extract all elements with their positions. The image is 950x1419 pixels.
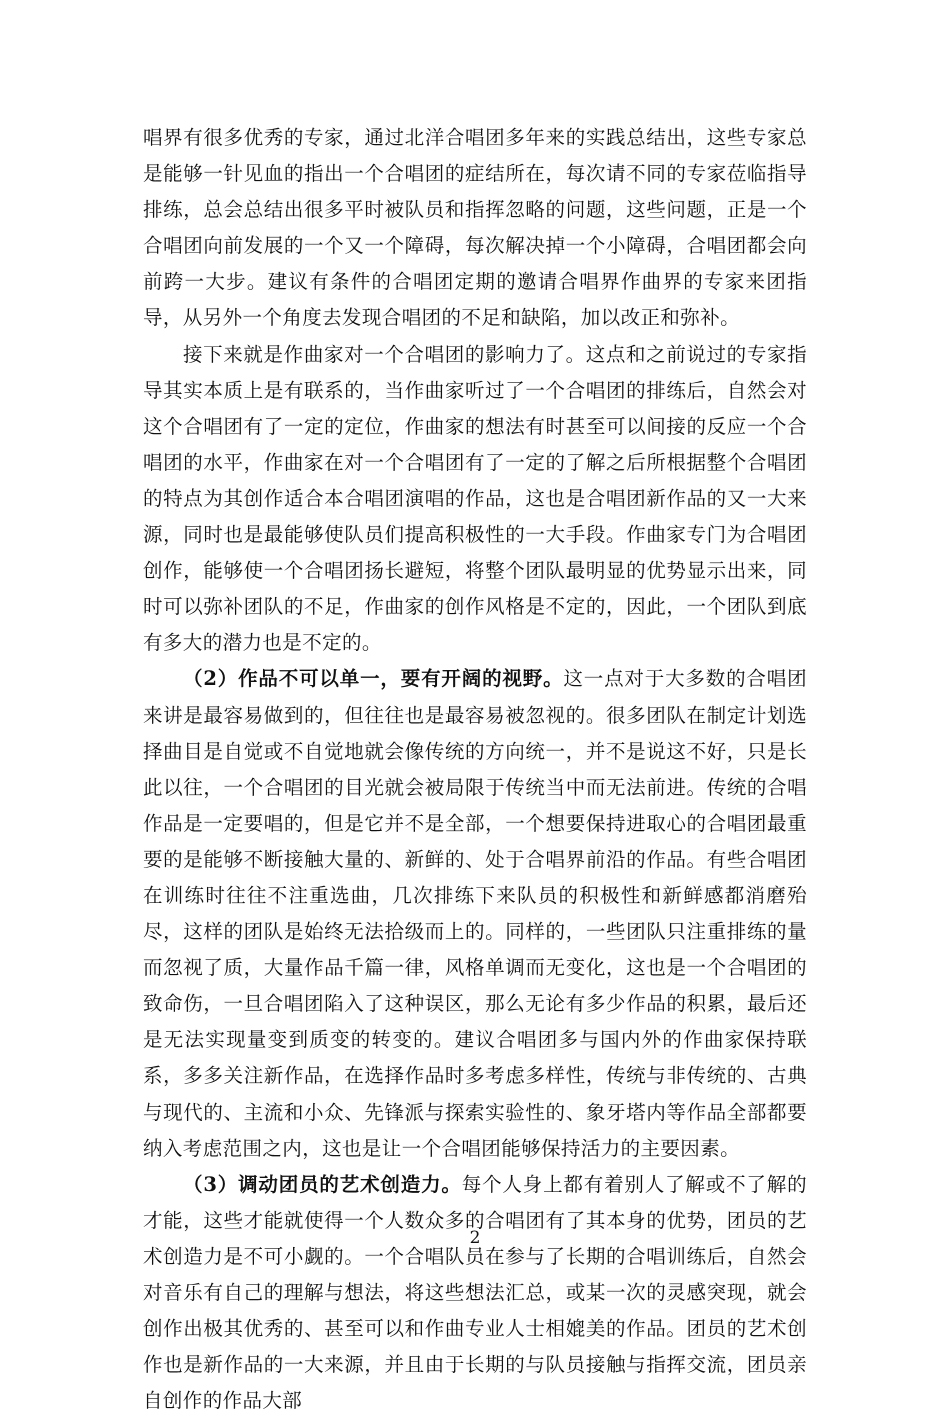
- section-heading: （2）作品不可以单一，要有开阔的视野。: [183, 667, 564, 691]
- paragraph-text: 每个人身上都有着别人了解或不了解的才能，这些才能就使得一个人数众多的合唱团有了其本身的优势，团员的艺术创造力是不可小觑的。一个合唱队员在参与了长期的合唱训练后，自然会对音乐有自己的理解与想法，将这些想法汇总，或某一次的灵感突现，就会创作出极其优秀的、甚至可以和作曲专业人士相媲美的作品。团员的艺术创作也是新作品的一大来源，并且由于长期的与队员接触与指挥交流，团员亲自创作的作品大部: [143, 1172, 807, 1413]
- page-number: 2: [469, 1228, 481, 1248]
- paragraph-composer-influence: [143, 337, 807, 662]
- paragraph-text: 唱界有很多优秀的专家，通过北洋合唱团多年来的实践总结出，这些专家总是能够一针见血的指出一个合唱团的症结所在，每次请不同的专家莅临指导排练，总会总结出很多平时被队员和指挥忽略的问题，这些问题，正是一个合唱团向前发展的一个又一个障碍，每次解决掉一个小障碍，合唱团都会向前跨一大步。建议有条件的合唱团定期的邀请合唱界作曲界的专家来团指导，从另外一个角度去发现合唱团的不足和缺陷，加以改正和弥补。: [143, 126, 807, 330]
- paragraph-repertoire-variety: [143, 661, 807, 1166]
- section-heading: （3）调动团员的艺术创造力。: [183, 1172, 462, 1196]
- body-text: [143, 120, 807, 1419]
- paragraph-member-creativity: [143, 1167, 807, 1419]
- paragraph-text: 接下来就是作曲家对一个合唱团的影响力了。这点和之前说过的专家指导其实本质上是有联系的，当作曲家听过了一个合唱团的排练后，自然会对这个合唱团有了一定的定位，作曲家的想法有时甚至可以间接的反应一个合唱团的水平，作曲家在对一个合唱团有了一定的了解之后所根据整个合唱团的特点为其创作适合本合唱团演唱的作品，这也是合唱团新作品的又一大来源，同时也是最能够使队员们提高积极性的一大手段。作曲家专门为合唱团创作，能够使一个合唱团扬长避短，将整个团队最明显的优势显示出来，同时可以弥补团队的不足，作曲家的创作风格是不定的，因此，一个团队到底有多大的潜力也是不定的。: [143, 342, 807, 655]
- paragraph-text: 这一点对于大多数的合唱团来讲是最容易做到的，但往往也是最容易被忽视的。很多团队在制定计划选择曲目是自觉或不自觉地就会像传统的方向统一，并不是说这不好，只是长此以往，一个合唱团的目光就会被局限于传统当中而无法前进。传统的合唱作品是一定要唱的，但是它并不是全部，一个想要保持进取心的合唱团最重要的是能够不断接触大量的、新鲜的、处于合唱界前沿的作品。有些合唱团在训练时往往不注重选曲，几次排练下来队员的积极性和新鲜感都消磨殆尽，这样的团队是始终无法拾级而上的。同样的，一些团队只注重排练的量而忽视了质，大量作品千篇一律，风格单调而无变化，这也是一个合唱团的致命伤，一旦合唱团陷入了这种误区，那么无论有多少作品的积累，最后还是无法实现量变到质变的转变的。建议合唱团多与国内外的作曲家保持联系，多多关注新作品，在选择作品时多考虑多样性，传统与非传统的、古典与现代的、主流和小众、先锋派与探索实验性的、象牙塔内等作品全部都要纳入考虑范围之内，这也是让一个合唱团能够保持活力的主要因素。: [143, 667, 807, 1160]
- paragraph-continuation: [143, 120, 807, 337]
